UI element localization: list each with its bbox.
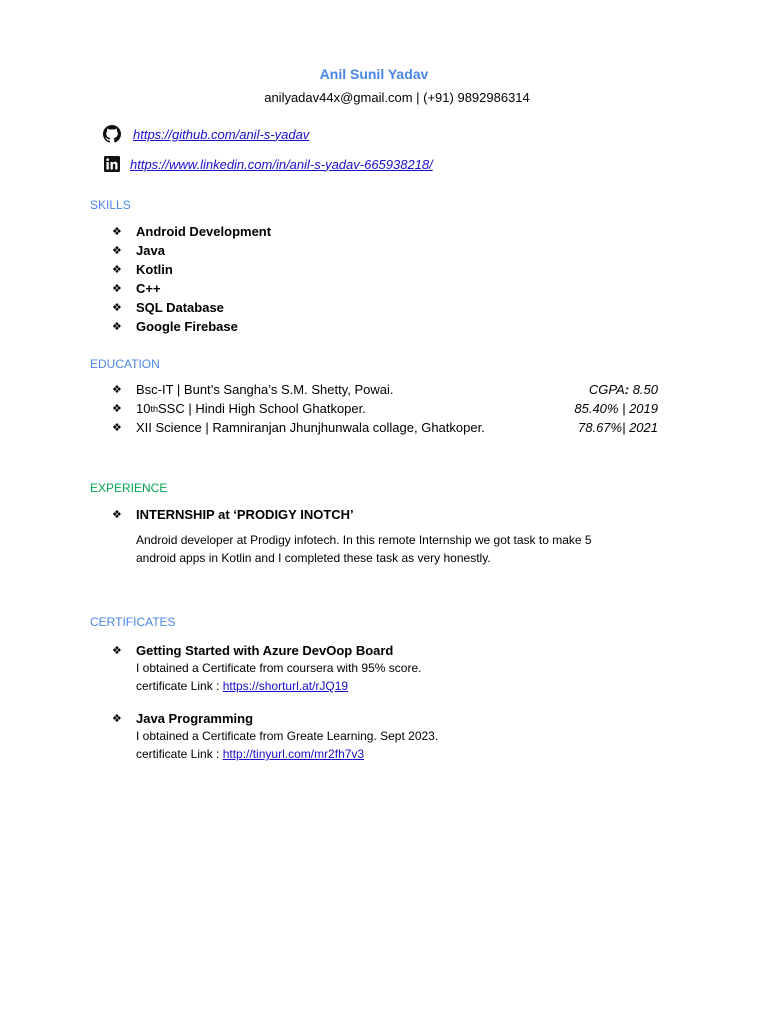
github-link[interactable]: https://github.com/anil-s-yadav	[133, 126, 310, 142]
education-item: ❖ Bsc-IT | Bunt’s Sangha’s S.M. Shetty, Powai. CGPA: 8.50	[112, 382, 658, 397]
github-row	[103, 125, 309, 143]
certificate-description: I obtained a Certificate from coursera with 95% score.	[136, 661, 422, 675]
certificate-link-line: certificate Link : http://tinyurl.com/mr2fh7v3	[136, 747, 365, 761]
bullet-icon: ❖	[112, 283, 122, 295]
linkedin-row	[103, 155, 433, 173]
education-heading: EDUCATION	[90, 357, 160, 371]
skill-item: ❖ Kotlin	[112, 262, 173, 277]
education-list	[112, 380, 658, 437]
experience-heading: EXPERIENCE	[90, 481, 168, 495]
bullet-icon: ❖	[112, 403, 122, 415]
bullet-icon: ❖	[112, 384, 122, 396]
education-grade: CGPA: 8.50	[588, 382, 658, 397]
education-item: ❖ 10 th SSC | Hindi High School Ghatkoper. 85.40% | 2019	[112, 401, 658, 416]
bullet-icon: ❖	[112, 508, 122, 521]
bullet-icon: ❖	[112, 226, 122, 238]
skill-item: ❖ Java	[112, 243, 165, 258]
education-grade: 78.67%| 2021	[578, 420, 658, 435]
certificate-link[interactable]: https://shorturl.at/rJQ19	[222, 679, 349, 693]
experience-description: android apps in Kotlin and I completed these task as very honestly.	[136, 551, 491, 565]
certificate-link[interactable]: http://tinyurl.com/mr2fh7v3	[222, 747, 365, 761]
bullet-icon: ❖	[112, 264, 122, 276]
bullet-icon: ❖	[112, 245, 122, 257]
education-item: ❖ XII Science | Ramniranjan Jhunjhunwala collage, Ghatkoper. 78.67%| 2021	[112, 420, 658, 435]
candidate-name: Anil Sunil Yadav	[319, 66, 429, 82]
bullet-icon: ❖	[112, 712, 122, 725]
certificate-description: I obtained a Certificate from Greate Learning. Sept 2023.	[136, 729, 439, 743]
certificate-link-line: certificate Link : https://shorturl.at/rJQ19	[136, 679, 349, 693]
bullet-icon: ❖	[112, 302, 122, 314]
skills-list	[112, 222, 271, 336]
certificate-entry	[112, 641, 652, 695]
certificate-name: ❖ Getting Started with Azure DevOop Board	[112, 642, 394, 658]
certificate-name: ❖ Java Programming	[112, 710, 254, 726]
contact-line: anilyadav44x@gmail.com | (+91) 9892986314	[264, 90, 530, 105]
github-icon	[103, 125, 121, 143]
certificates-heading: CERTIFICATES	[90, 615, 176, 629]
skill-item: ❖ SQL Database	[112, 300, 224, 315]
skill-item: ❖ Google Firebase	[112, 319, 238, 334]
experience-title: ❖ INTERNSHIP at ‘PRODIGY INOTCH’	[112, 506, 354, 522]
certificate-entry	[112, 709, 652, 763]
bullet-icon: ❖	[112, 321, 122, 333]
bullet-icon: ❖	[112, 644, 122, 657]
education-grade: 85.40% | 2019	[574, 401, 658, 416]
experience-description: Android developer at Prodigy infotech. In this remote Internship we got task to make 5	[136, 533, 592, 547]
experience-entry	[112, 505, 652, 567]
skill-item: ❖ Android Development	[112, 224, 272, 239]
skills-heading: SKILLS	[90, 198, 131, 212]
bullet-icon: ❖	[112, 422, 122, 434]
linkedin-icon	[103, 155, 121, 173]
skill-item: ❖ C++	[112, 281, 161, 296]
linkedin-link[interactable]: https://www.linkedin.com/in/anil-s-yadav-665938218/	[130, 156, 433, 172]
